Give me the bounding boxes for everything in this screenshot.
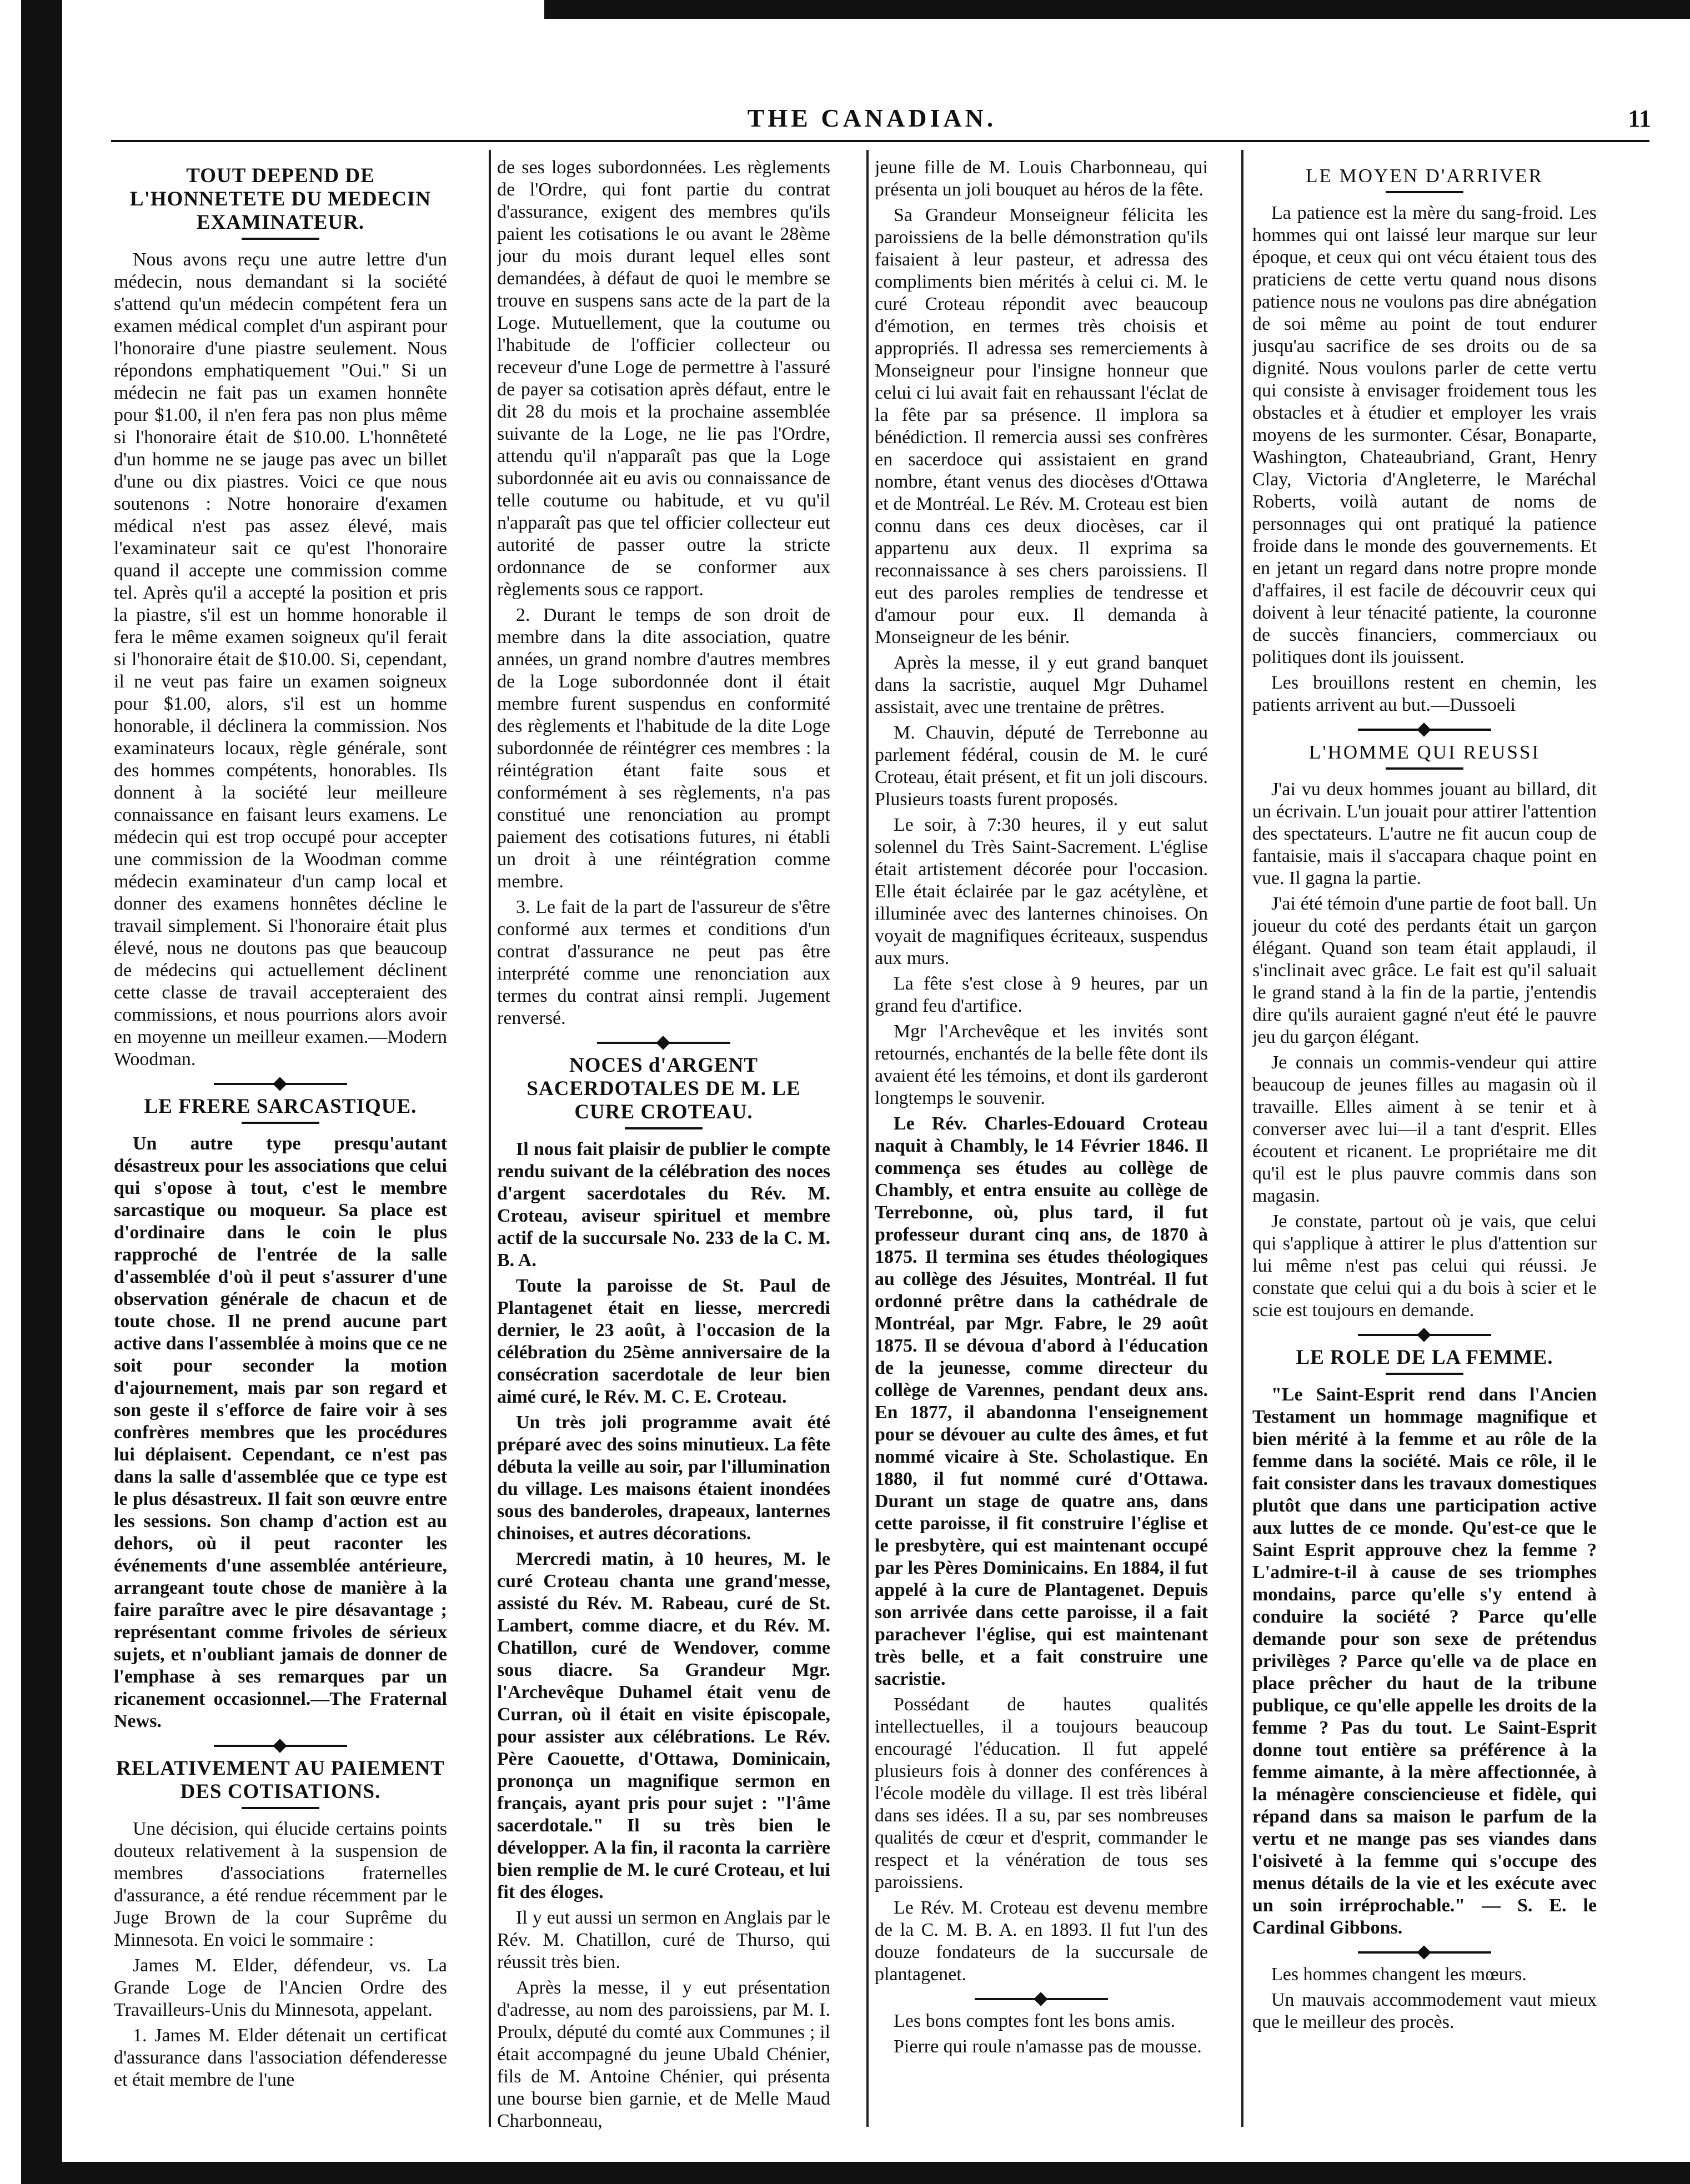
article-paragraph: Le Rév. M. Croteau est devenu membre de la C. M. B. A. en 1893. Il fut l'un des douze fondateurs de la succursale de plantagenet. [875, 1897, 1208, 1985]
headline-rule [625, 1127, 703, 1129]
article-paragraph: Les brouillons restent en chemin, les patients arrivent au but.—Dussoeli [1252, 672, 1597, 715]
article-paragraph: Le Rév. Charles-Edouard Croteau naquit à Chambly, le 14 Février 1846. Il commença ses études au collège de Chambly, et entra ensuite au collège de Terrebonne, où, plus tard, il fut professeur durant cinq ans, de 1870 à 1875. Il termina ses études théologiques au collège des Jésuites, Montréal. Il fut ordonné prêtre dans la cathédrale de Montréal, par Mgr. Fabre, le 29 août 1875. Il se dévoua d'abord à l'éducation de la jeunesse, comme directeur du collège de Varennes, pendant deux ans. En 1877, il abandonna l'enseignement pour se dévouer au culte des âmes, et fut nommé vicaire à Ste. Scholastique. En 1880, il fut nommé curé d'Ottawa. Durant un stage de quatre ans, dans cette paroisse, il fit construire l'église et le presbytère, qui est maintenant occupé par les Pères Dominicains. En 1884, il fut appelé à la cure de Plantagenet. Depuis son arrivée dans cette paroisse, il a fait parachever l'église, qui est maintenant très belle, et a fait construire une sacristie. [875, 1113, 1208, 1689]
article-paragraph: 2. Durant le temps de son droit de membre dans la dite association, quatre années, un grand nombre d'autres membres de la Loge subordonnée dont il était membre furent suspendus en conformité des règlements et l'habitude de la dite Loge subordonnée de réintégrer ces membres : la réintégration étant faite sous et conformément à ses règlements, n'a pas constitué une renonciation au prompt paiement des cotisations futures, ni établi un droit à une réintégration comme membre. [497, 605, 830, 892]
article-paragraph: Les bons comptes font les bons amis. [894, 2011, 1176, 2031]
column-2 [497, 157, 830, 2133]
article-paragraph: Je constate, partout où je vais, que celui qui s'applique à attirer le plus d'attention sur lui même n'est pas celui qui réussi. Je constate que celui qui a du bois à scier et le scie est toujours en demande. [1252, 1211, 1597, 1321]
top-edge [0, 0, 1690, 22]
article-headline: RELATIVEMENT AU PAIEMENT DES COTISATIONS. [116, 1757, 445, 1803]
headline-rule [242, 1122, 319, 1124]
article-paragraph: Le soir, à 7:30 heures, il y eut salut solennel du Très Saint-Sacrement. L'église était artistement décorée pour l'occasion. Elle était éclairée par le gaz acétylène, et illuminée avec des lanternes chinoises. On voyait de magnifiques écriteaux, suspendus aux murs. [875, 815, 1208, 968]
headline-rule [1386, 1373, 1463, 1375]
article-paragraph: "Le Saint-Esprit rend dans l'Ancien Testament un hommage magnifique et bien mérité à la femme et au rôle de la femme dans la société. Mais ce rôle, il le fait consister dans les travaux domestiques plutôt que dans une participation active aux luttes de ce monde. Qu'est-ce que le Saint Esprit approuve chez la femme ? L'admire-t-il à cause de ses triomphes mondains, parce qu'elle s'y entend à conduire la société ? Parce qu'elle demande pour son sexe de prétendus privilèges ? Parce qu'elle va de place en place prêcher du haut de la tribune publique, ce qu'elle appelle les droits de la femme ? Pas du tout. Le Saint-Esprit donne tout entière sa préférence à la femme aimante, à la mère affectionnée, à la ménagère consciencieuse et fidèle, qui répand dans sa maison le parfum de la vertu et ne mange pas ses viandes dans l'oisiveté à la femme qui s'occupe des menus détails de la vie et les exécute avec un soin irréprochable." — S. E. le Cardinal Gibbons. [1252, 1384, 1597, 1938]
section-separator [975, 1998, 1108, 2000]
article-paragraph: 1. James M. Elder détenait un certificat d'assurance dans l'association défenderesse et était membre de l'une [114, 2025, 447, 2090]
article-paragraph: 3. Le fait de la part de l'assureur de s'être conformé aux termes et conditions d'un contrat d'assurance ne peut pas être interprété comme une renonciation aux termes du contrat ainsi rempli. Jugement renversé. [497, 897, 830, 1028]
article-headline: LE FRERE SARCASTIQUE. [144, 1095, 417, 1118]
section-separator [1358, 729, 1491, 731]
column-divider [1241, 150, 1243, 2127]
bottom-margin-bar [21, 2162, 1690, 2184]
article-paragraph: Un mauvais accommodement vaut mieux que le meilleur des procès. [1252, 1990, 1597, 2032]
article-headline: LE ROLE DE LA FEMME. [1296, 1346, 1553, 1369]
headline-rule [1386, 191, 1463, 193]
article-paragraph: Un autre type presqu'autant désastreux pour les associations que celui qui s'opose à tout, c'est le membre sarcastique ou moqueur. Sa place est d'ordinaire dans le coin le plus rapproché de l'entrée de la salle d'assemblée d'où il peut s'assurer d'une observation générale de chacun et de toute chose. Il ne prend aucune part active dans l'assemblée à moins que ce ne soit pour seconder la motion d'ajournement, mais par son regard et son geste il s'efforce de faire voir à ses confrères membres que les procédures lui déplaisent. Cependant, ce n'est pas dans la salle d'assemblée que ce type est le plus désastreux. Il fait son œuvre entre les sessions. Son champ d'action est au dehors, où il peut raconter les événements d'une assemblée antérieure, arrangeant toute chose de manière à la faire paraître avec le pire désavantage ; représentant comme frivoles de sérieux sujets, et n'oubliant jamais de donner de l'emphase à ses remarques par un ricanement occasionnel.—The Fraternal News. [114, 1133, 447, 1731]
article-paragraph: Il nous fait plaisir de publier le compte rendu suivant de la célébration des noces d'argent sacerdotales du Rév. M. Croteau, aviseur spirituel et membre actif de la succursale No. 233 de la C. M. B. A. [497, 1139, 830, 1271]
section-separator [597, 1042, 730, 1044]
article-paragraph: Les hommes changent les mœurs. [1271, 1964, 1527, 1985]
article-paragraph: jeune fille de M. Louis Charbonneau, qui présenta un joli bouquet au héros de la fête. [875, 157, 1208, 200]
article-paragraph: Nous avons reçu une autre lettre d'un médecin, nous demandant si la société s'attend qu'un médecin compétent fera un examen médical complet d'un aspirant pour l'honoraire d'une piastre seulement. Nous répondons emphatiquement "Oui." Si un médecin ne fait pas un examen honnête pour $1.00, il n'en fera pas non plus même si l'honoraire était de $10.00. L'honnêteté d'un homme ne se jauge pas avec un billet d'une ou dix piastres. Voici ce que nous soutenons : Notre honoraire d'examen médical n'est pas assez élevé, mais l'examinateur sait ce qu'est l'honoraire quand il accepte une commission comme tel. Après qu'il a accepté la position et pris la piastre, s'il est un homme honorable il fera le même examen soigneux qu'il ferait si l'honoraire était de $10.00. Si, cependant, il ne veut pas faire un examen soigneux pour $1.00, alors, s'il est un homme honorable, il déclinera la commission. Nos examinateurs locaux, règle générale, sont des hommes compétents, honorables. Ils donnent à la société leur meilleure connaissance en faisant leurs examens. Le médecin qui est trop occupé pour accepter une commission de la Woodman comme médecin examinateur d'un camp local et donner des examens honnêtes décline le travail simplement. Si l'honoraire était plus élevé, nous ne doutons pas que beaucoup de médecins qui actuellement déclinent cette classe de travail accepteraient des commissions, et nous pourrions alors avoir en moyenne un meilleur examen.—Modern Woodman. [114, 249, 447, 1070]
article-paragraph: Pierre qui roule n'amasse pas de mousse. [894, 2036, 1202, 2057]
headline-rule [242, 1807, 319, 1809]
column-1 [114, 157, 447, 2133]
section-separator [214, 1745, 347, 1747]
article-headline: TOUT DEPEND DE L'HONNETETE DU MEDECIN EXAMINATEUR. [129, 164, 432, 234]
article-paragraph: James M. Elder, défendeur, vs. La Grande Loge de l'Ancien Ordre des Travailleurs-Unis du Minnesota, appelant. [114, 1955, 447, 2020]
article-paragraph: de ses loges subordonnées. Les règlements de l'Ordre, qui font partie du contrat d'assurance, exigent des membres qu'ils paient les cotisations le ou avant le 28ème jour du mois durant lequel elles sont demandées, à défaut de quoi le membre se trouve en suspens sans acte de la part de la Loge. Mutuellement, que la coutume ou l'habitude de l'officier collecteur ou receveur d'une Loge de permettre à l'assuré de payer sa cotisation après défaut, entre le dit 28 du mois et la prochaine assemblée suivante de la Loge, ne lie pas l'Ordre, attendu qu'il n'apparaît pas que la Loge subordonnée ait eu avis ou connaissance de telle coutume ou habitude, et vu qu'il n'apparaît pas que tel officier collecteur eut autorité de passer outre la stricte ordonnance de se conformer aux règlements sous ce rapport. [497, 157, 830, 600]
article-paragraph: La patience est la mère du sang-froid. Les hommes qui ont laissé leur marque sur leur époque, et ceux qui ont vécu étaient tous des praticiens de cette vertu quand nous disons patience nous ne voulons pas dire abnégation de soi même au point de tout endurer jusqu'au sacrifice de ses droits ou de sa dignité. Nous voulons parler de cette vertu qui consiste à envisager froidement tous les obstacles et à étudier et employer les vrais moyens de les surmonter. César, Bonaparte, Washington, Chateaubriand, Grant, Henry Clay, Victoria d'Angleterre, le Maréchal Roberts, voilà autant de noms de personnages qui ont pratiqué la patience froide dans le monde des gouvernements. Et en jetant un regard dans notre propre monde d'affaires, il est facile de découvrir ceux qui doivent à leur ténacité patiente, la couronne de succès financiers, commerciaux ou politiques dont ils jouissent. [1252, 203, 1597, 667]
headline-rule [242, 238, 319, 240]
article-paragraph: Après la messe, il y eut présentation d'adresse, au nom des paroissiens, par M. I. Proulx, député du comté aux Communes ; il était accompagné du jeune Ubald Chénier, fils de M. Antoine Chénier, qui présenta une bourse bien garnie, et de Melle Maud Charbonneau, [497, 1977, 830, 2131]
column-divider [489, 150, 491, 2127]
article-headline: L'HOMME QUI REUSSI [1308, 741, 1541, 763]
article-paragraph: Il y eut aussi un sermon en Anglais par le Rév. M. Chatillon, curé de Thurso, qui réussit très bien. [497, 1907, 830, 1972]
section-separator [214, 1083, 347, 1085]
section-separator [1358, 1334, 1491, 1336]
masthead-title: THE CANADIAN. [747, 104, 997, 132]
column-divider [866, 150, 869, 2127]
article-paragraph: Mercredi matin, à 10 heures, M. le curé Croteau chanta une grand'messe, assisté du Rév. M. Rabeau, curé de St. Lambert, comme diacre, et du Rév. M. Chatillon, curé de Wendover, comme sous diacre. Sa Grandeur Mgr. l'Archevêque Duhamel était venu de Curran, où il était en visite épiscopale, pour assister aux célébrations. Le Rév. Père Caouette, d'Ottawa, Dominicain, prononça un magnifique sermon en français, ayant pris pour sujet : "l'âme sacerdotale." Il su très bien le développer. A la fin, il raconta la carrière bien remplie de M. le curé Croteau, et lui fit des éloges. [497, 1549, 830, 1902]
header-rule [111, 140, 1649, 142]
page-number: 11 [1628, 105, 1651, 132]
article-headline: NOCES d'ARGENT SACERDOTALES DE M. LE CURE CROTEAU. [526, 1054, 801, 1123]
article-paragraph: Possédant de hautes qualités intellectuelles, il a toujours beaucoup encouragé l'éducation. Il fut appelé plusieurs fois à donner des conférences à l'école modèle du village. Il est très libéral dans ses idées. Il a su, par ses nombreuses qualités de cœur et d'esprit, commander le respect et la vénération de tous ses paroissiens. [875, 1694, 1208, 1892]
column-4 [1252, 157, 1597, 2133]
headline-rule [1386, 767, 1463, 770]
column-3 [875, 157, 1208, 2133]
left-margin-bar [21, 0, 62, 2184]
article-paragraph: Mgr l'Archevêque et les invités sont retournés, enchantés de la belle fête dont ils avaient été les témoins, et dont ils garderont longtemps le souvenir. [875, 1021, 1208, 1108]
article-paragraph: Une décision, qui élucide certains points douteux relativement à la suspension de membres d'associations fraternelles d'assurance, a été rendue récemment par le Juge Brown de la cour Suprême du Minnesota. En voici le sommaire : [114, 1819, 447, 1950]
article-paragraph: Un très joli programme avait été préparé avec des soins minutieux. La fête débuta la veille au soir, par l'illumination du village. Les maisons étaient inondées sous des banderoles, drapeaux, lanternes chinoises, et autres décorations. [497, 1412, 830, 1544]
article-paragraph: Toute la paroisse de St. Paul de Plantagenet était en liesse, mercredi dernier, le 23 août, à l'occasion de la célébration du 25ème anniversaire de la consécration sacerdotale de leur bien aimé curé, le Rév. M. C. E. Croteau. [497, 1276, 830, 1407]
article-paragraph: Après la messe, il y eut grand banquet dans la sacristie, auquel Mgr Duhamel assistait, avec une trentaine de prêtres. [875, 652, 1208, 717]
article-paragraph: J'ai été témoin d'une partie de foot ball. Un joueur du coté des perdants était un garçon élégant. Quand son team était applaudi, il s'inclinait avec grâce. Le fait est qu'il saluait le grand stand à la fin de la partie, j'entendis dire qu'ils auraient gagné n'eut été le pauvre jeu du garçon élégant. [1252, 893, 1597, 1047]
article-paragraph: Je connais un commis-vendeur qui attire beaucoup de jeunes filles au magasin où il travaille. Elles aiment à se tenir et à converser avec lui—il a tant d'esprit. Elles écoutent et ricanent. Le propriétaire me dit qu'il est le plus pauvre commis dans son magasin. [1252, 1052, 1597, 1206]
article-paragraph: J'ai vu deux hommes jouant au billard, dit un écrivain. L'un jouait pour attirer l'attention des spectateurs. L'autre ne fit aucun coup de fantaisie, mais il s'accapara chaque point en vue. Il gagna la partie. [1252, 779, 1597, 888]
section-separator [1358, 1951, 1491, 1954]
article-paragraph: La fête s'est close à 9 heures, par un grand feu d'artifice. [875, 973, 1208, 1016]
article-headline: LE MOYEN D'ARRIVER [1306, 165, 1543, 187]
article-paragraph: M. Chauvin, député de Terrebonne au parlement fédéral, cousin de M. le curé Croteau, était présent, et fit un joli discours. Plusieurs toasts furent proposés. [875, 722, 1208, 810]
top-edge-ink [544, 0, 1690, 19]
article-paragraph: Sa Grandeur Monseigneur félicita les paroissiens de la belle démonstration qu'ils faisaient à leur pasteur, et adressa des compliments bien mérités à celui ci. M. le curé Croteau répondit avec beaucoup d'émotion, en termes très choisis et appropriés. Il adressa ses remerciements à Monseigneur pour l'insigne honneur que celui ci lui avait fait en rehaussant l'éclat de la fête par sa présence. Il implora sa bénédiction. Il remercia aussi ses confrères en sacerdoce qui assistaient en grand nombre, étant venus des diocèses d'Ottawa et de Montréal. Le Rév. M. Croteau est bien connu dans ces deux diocèses, car il appartenu aux deux. Il exprima sa reconnaissance à ses chers paroissiens. Il eut des paroles remplies de tendresse et d'amour pour eux. Il demanda à Monseigneur de les bénir. [875, 205, 1208, 647]
